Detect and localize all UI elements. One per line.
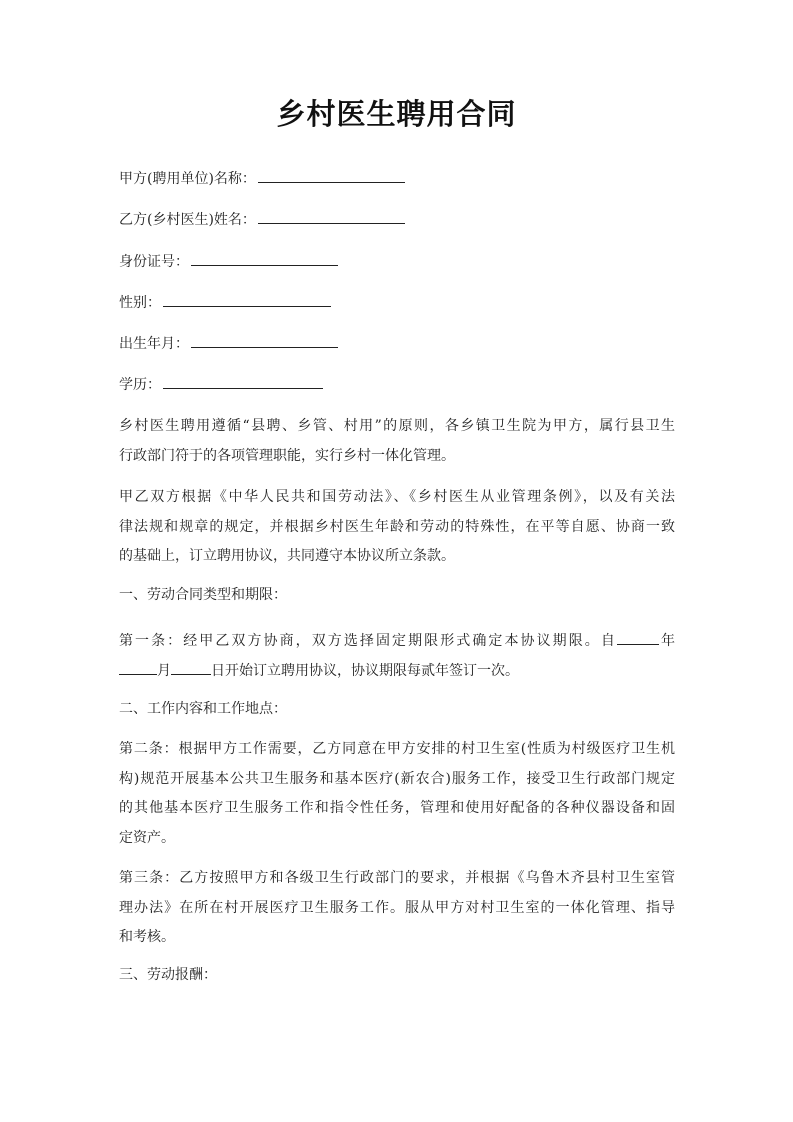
article-3 [119,864,675,953]
field-party-b-name [119,209,405,230]
party-b-name-blank[interactable] [258,209,405,224]
paragraph-line: 行政部门符于的各项管理职能，实行乡村一体化管理。 [119,447,455,464]
paragraph-line: 律法规和规章的规定，并根据乡村医生年龄和劳动的特殊性，在平等自愿、协商一致 [119,518,675,535]
party-a-name-blank[interactable] [258,168,405,183]
article-1 [119,627,675,686]
article-1-line-2 [119,657,675,687]
field-education [119,374,323,395]
start-year-blank[interactable] [617,630,659,645]
field-gender [119,292,331,313]
section-3-heading: 三、劳动报酬： [119,967,217,983]
section-2-heading: 二、工作内容和工作地点： [119,701,287,717]
month-label: 月 [157,662,171,679]
paragraph-line: 第三条：乙方按照甲方和各级卫生行政部门的要求，并根据《乌鲁木齐县村卫生室管 [119,870,675,886]
document-title: 乡村医生聘用合同 [276,97,517,131]
field-birth-date [119,333,338,354]
field-label: 学历： [119,377,161,393]
paragraph-line: 第二条：根据甲方工作需要，乙方同意在甲方安排的村卫生室(性质为村级医疗卫生机 [119,741,675,757]
article-1-suffix: 日开始订立聘用协议，协议期限每贰年签订一次。 [211,662,519,679]
gender-blank[interactable] [163,292,331,307]
article-1-prefix: 第一条：经甲乙双方协商，双方选择固定期限形式确定本协议期限。自 [119,633,617,649]
article-2 [119,735,675,853]
intro-paragraph-2 [119,483,675,572]
paragraph-line: 构)规范开展基本公共卫生服务和基本医疗(新农合)服务工作，接受卫生行政部门规定 [119,770,675,787]
field-id-number [119,251,338,272]
paragraph-line: 甲乙双方根据《中华人民共和国劳动法》、《乡村医生从业管理条例》，以及有关法 [119,489,675,505]
field-label: 出生年月： [119,336,189,352]
intro-paragraph-1 [119,412,675,471]
paragraph-line: 的基础上，订立聘用协议，共同遵守本协议所立条款。 [119,548,455,564]
field-label: 性别： [119,295,161,311]
section-1-heading: 一、劳动合同类型和期限： [119,587,287,603]
start-month-blank[interactable] [119,660,157,675]
birth-date-blank[interactable] [191,333,338,348]
start-day-blank[interactable] [171,660,211,675]
field-party-a-name [119,168,405,189]
id-number-blank[interactable] [191,251,338,266]
paragraph-line: 的其他基本医疗卫生服务工作和指令性任务，管理和使用好配备的各种仪器设备和固 [119,800,675,816]
field-label: 身份证号： [119,254,189,270]
paragraph-line: 乡村医生聘用遵循“县聘、乡管、村用”的原则，各乡镇卫生院为甲方，属行县卫生 [119,418,675,434]
field-label: 甲方(聘用单位)名称： [119,171,256,187]
year-label: 年 [658,633,675,649]
paragraph-line: 定资产。 [119,829,175,846]
education-blank[interactable] [163,374,323,389]
paragraph-line: 和考核。 [119,929,175,945]
field-label: 乙方(乡村医生)姓名： [119,212,256,228]
article-1-line-1 [119,627,675,657]
paragraph-line: 理办法》在所在村开展医疗卫生服务工作。服从甲方对村卫生室的一体化管理、指导 [119,899,675,916]
